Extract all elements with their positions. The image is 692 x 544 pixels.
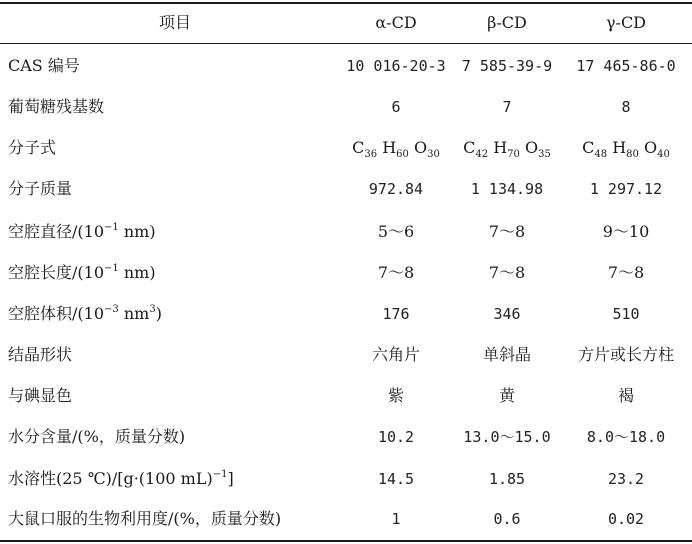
alpha-value: 六角片 xyxy=(371,345,420,364)
beta-value: 13.0～15.0 xyxy=(463,428,551,446)
alpha-value: 7～8 xyxy=(377,263,415,282)
header-gamma-cd: γ-CD xyxy=(605,13,647,32)
row-label: 结晶形状 xyxy=(8,345,73,364)
table-row-molecular-formula xyxy=(0,128,692,168)
gamma-value: 7～8 xyxy=(607,263,645,282)
table-row-cavity-diameter xyxy=(0,212,692,252)
header-alpha-cd: α-CD xyxy=(375,13,417,32)
beta-value: 7 xyxy=(502,98,512,116)
alpha-formula: $C_{36}$ $H_{60}$ $O_{30}$ xyxy=(352,138,440,160)
table-row-crystal-shape xyxy=(0,335,692,375)
row-label: 分子质量 xyxy=(8,179,73,198)
table-row-iodine-color xyxy=(0,376,692,416)
gamma-value: 23.2 xyxy=(607,470,645,488)
beta-value: 1 134.98 xyxy=(470,180,544,198)
row-label: 分子式 xyxy=(8,138,57,157)
beta-formula: $C_{42}$ $H_{70}$ $O_{35}$ xyxy=(463,138,551,160)
beta-value: 7～8 xyxy=(488,263,526,282)
header-row xyxy=(0,3,692,43)
alpha-value: 10.2 xyxy=(377,428,415,446)
gamma-value: 8 xyxy=(621,98,631,116)
beta-value: 单斜晶 xyxy=(482,345,531,364)
beta-value: 黄 xyxy=(498,386,515,405)
header-rule xyxy=(0,43,692,44)
header-item: 项目 xyxy=(158,13,191,32)
row-label: 大鼠口服的生物利用度/(%，质量分数) xyxy=(8,509,282,528)
alpha-value: 5～6 xyxy=(377,222,415,241)
table-row-cas-number xyxy=(0,46,692,86)
table-row-glucose-residues xyxy=(0,87,692,127)
alpha-value: 14.5 xyxy=(377,470,415,488)
row-label: 空腔长度$/(10^{-1}$ nm) xyxy=(8,263,156,282)
row-label: 水分含量/(%，质量分数) xyxy=(8,427,186,446)
alpha-value: 176 xyxy=(382,305,410,323)
table-row-cavity-length xyxy=(0,253,692,293)
gamma-value: 510 xyxy=(612,305,640,323)
gamma-value: 8.0～18.0 xyxy=(586,428,666,446)
table-row-molecular-mass xyxy=(0,169,692,209)
table-row-oral-bioavailability xyxy=(0,499,692,539)
alpha-value: 972.84 xyxy=(368,180,424,198)
alpha-value: 10 016-20-3 xyxy=(346,57,446,75)
row-label: 葡萄糖残基数 xyxy=(8,97,105,116)
bottom-rule xyxy=(0,540,692,542)
alpha-value: 1 xyxy=(391,510,401,528)
row-label: 空腔体积$/(10^{-3}$ $nm^3$) xyxy=(8,304,162,323)
gamma-value: 9～10 xyxy=(602,222,650,241)
row-label: 空腔直径$/(10^{-1}$ nm) xyxy=(8,222,156,241)
row-label: 与碘显色 xyxy=(8,386,73,405)
beta-value: 346 xyxy=(493,305,521,323)
table-row-cavity-volume xyxy=(0,294,692,334)
gamma-value: 0.02 xyxy=(607,510,645,528)
beta-value: 0.6 xyxy=(493,510,521,528)
gamma-formula: $C_{48}$ $H_{80}$ $O_{40}$ xyxy=(582,138,670,160)
row-label: CAS 编号 xyxy=(8,56,80,75)
beta-value: 7 585-39-9 xyxy=(461,57,553,75)
beta-value: 1.85 xyxy=(488,470,526,488)
table-row-water-content xyxy=(0,417,692,457)
gamma-value: 1 297.12 xyxy=(589,180,663,198)
alpha-value: 紫 xyxy=(387,386,404,405)
gamma-value: 褐 xyxy=(617,386,634,405)
beta-value: 7～8 xyxy=(488,222,526,241)
gamma-value: 17 465-86-0 xyxy=(576,57,676,75)
header-beta-cd: β-CD xyxy=(487,13,527,32)
row-label: 水溶性(25 ℃)/[g·(100 mL)$^{-1}$] xyxy=(8,469,234,488)
alpha-value: 6 xyxy=(391,98,401,116)
gamma-value: 方片或长方柱 xyxy=(577,345,674,364)
table-row-water-solubility xyxy=(0,459,692,499)
